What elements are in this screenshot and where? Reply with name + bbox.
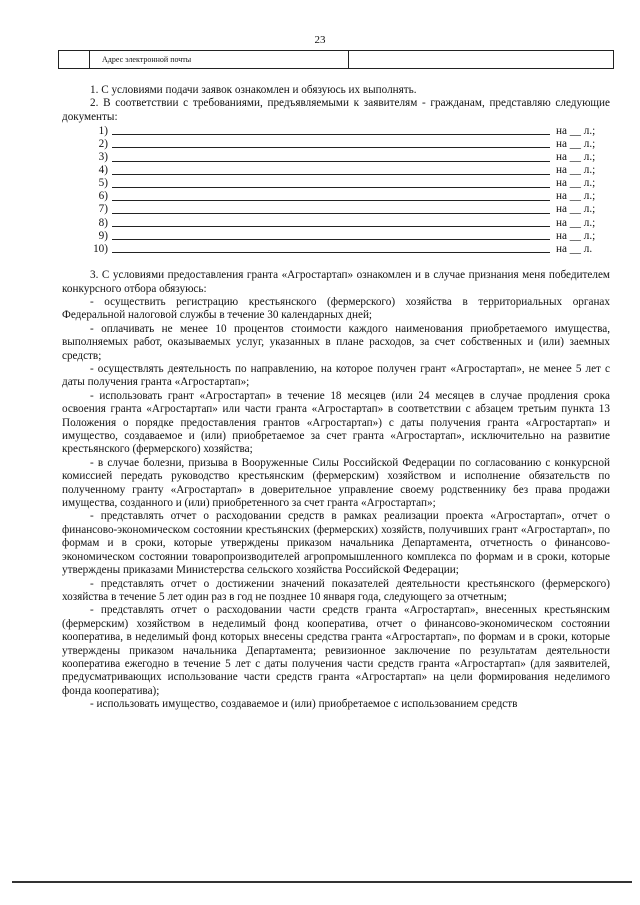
obligation-grant-usage: - использовать грант «Агростартап» в течение 18 месяцев (или 24 месяцев в случае продления срока освоения гранта «Агростартап» или части гранта «Агростартап» в соответствии с абзацем третьим пункта 13 Положения о порядке предоставления грантов «Агростартап») с даты получения гранта «Агростартап» и имущество, создаваемое и (или) приобретаемое за счет гранта «Агростартап», исключительно на развитие крестьянского (фермерского) хозяйства; (62, 389, 610, 456)
obligation-cofinancing: - оплачивать не менее 10 процентов стоимости каждого наименования приобретаемого имущества, выполняемых работ, оказываемых услуг, указанных в плане расходов, за счет собственных и (или) заемных средств; (62, 322, 610, 362)
document-pages: на __ л.; (556, 177, 596, 190)
obligation-property-usage: - использовать имущество, создаваемое и (или) приобретаемое с использованием средств (90, 698, 518, 711)
document-number: 1) (98, 124, 108, 137)
list-item (62, 178, 610, 191)
document-number: 5) (98, 177, 108, 190)
list-item (62, 204, 610, 217)
document-pages: на __ л.; (556, 164, 596, 177)
document-pages: на __ л.; (556, 190, 596, 203)
document-number: 6) (98, 190, 108, 203)
obligation-spending-report: - представлять отчет о расходовании средств в рамках реализации проекта «Агростартап», отчет о финансово-экономическом состоянии крестьянских (фермерских) хозяйств, получивших грант «Агростартап», по формам и в сроки, которые утверждены приказом начальника Департамента, отчетность о финансово-экономическом состоянии товаропроизводителей агропромышленного комплекса по формам и в сроки, которые утверждены приказами Министерства сельского хозяйства Российской Федерации; (62, 510, 610, 577)
document-pages: на __ л.; (556, 124, 596, 137)
document-number: 3) (98, 151, 108, 164)
documents-list (62, 125, 610, 256)
document-pages: на __ л.; (556, 138, 596, 150)
list-item (62, 191, 610, 204)
document-fill-line (112, 252, 550, 253)
list-item (62, 230, 610, 243)
spacer (62, 260, 610, 269)
list-item (62, 151, 610, 164)
obligation-trust-management: - в случае болезни, призыва в Вооруженные Силы Российской Федерации по согласованию с конкурсной комиссией передать руководство крестьянским (фермерским) хозяйством и исполнение обязательств по полученному гранту «Агростартап» в доверительное управление своему родственнику без права продажи имущества, созданного и (или) приобретенного за счет гранта «Агростартап»; (62, 456, 610, 510)
document-number: 7) (98, 203, 108, 216)
obligation-indicators-report: - представлять отчет о достижении значений показателей деятельности крестьянского (фермерского) хозяйства в течение 5 лет один раз в год не позднее 10 января года, следующего за отчетным; (62, 577, 610, 603)
page-number: 23 (314, 34, 326, 46)
document-pages: на __ л.; (556, 216, 596, 229)
document-fill-line (112, 187, 550, 188)
contact-table-row (58, 50, 614, 69)
bottom-divider (12, 881, 632, 883)
document-number: 8) (98, 216, 108, 229)
paragraph-grant-conditions: 3. С условиями предоставления гранта «Агростартап» ознакомлен и в случае признания меня победителем конкурсного отбора обязуюсь: (62, 269, 610, 295)
document-pages: на __ л.; (556, 151, 596, 164)
document-number: 9) (98, 229, 108, 242)
table-cell-label: Адрес электронной почты (90, 51, 349, 68)
document-fill-line (112, 213, 550, 214)
list-item (62, 243, 610, 256)
document-body (62, 84, 610, 712)
document-fill-line (112, 147, 550, 148)
list-item (62, 125, 610, 138)
obligation-registration: - осуществить регистрацию крестьянского (фермерского) хозяйства в территориальных органах Федеральной налоговой службы в течение 30 календарных дней; (62, 295, 610, 322)
document-pages: на __ л.; (556, 203, 596, 216)
list-item (62, 138, 610, 151)
document-fill-line (112, 134, 550, 135)
document-pages: на __ л. (556, 242, 593, 255)
paragraph-documents-intro: 2. В соответствии с требованиями, предъявляемыми к заявителям - гражданам, представляю следующие документы: (62, 97, 610, 123)
obligation-cooperative-report: - представлять отчет о расходовании части средств гранта «Агростартап», внесенных крестьянским (фермерским) хозяйством в неделимый фонд кооператива, отчет о финансово-экономическом состоянии кооператива, в неделимый фонд которых внесены средства гранта «Агростартап», по формам и в сроки, которые утверждены приказом начальника Департамента; ревизионное заключение по результатам деятельности кооператива ежегодно в течение 5 лет с даты получения части средств гранта «Агростартап» (для заявителей, предусматривающих использование части средств гранта «Агростартап» на цели формирования неделимого фонда кооператива); (62, 604, 610, 697)
document-number: 2) (98, 138, 108, 150)
document-fill-line (112, 174, 550, 175)
document-number: 4) (98, 164, 108, 177)
paragraph-conditions-acknowledged: 1. С условиями подачи заявок ознакомлен и обязуюсь их выполнять. (90, 84, 417, 96)
obligation-activity-term: - осуществлять деятельность по направлению, на которое получен грант «Агростартап», не менее 5 лет с даты получения гранта «Агростартап»; (62, 363, 610, 389)
table-cell-number (59, 51, 90, 68)
list-item (62, 217, 610, 230)
document-pages: на __ л.; (556, 229, 596, 242)
document-fill-line (112, 226, 550, 227)
document-fill-line (112, 200, 550, 201)
document-fill-line (112, 161, 550, 162)
list-item (62, 165, 610, 178)
table-cell-value (349, 51, 613, 68)
document-fill-line (112, 239, 550, 240)
document-number: 10) (93, 242, 108, 255)
